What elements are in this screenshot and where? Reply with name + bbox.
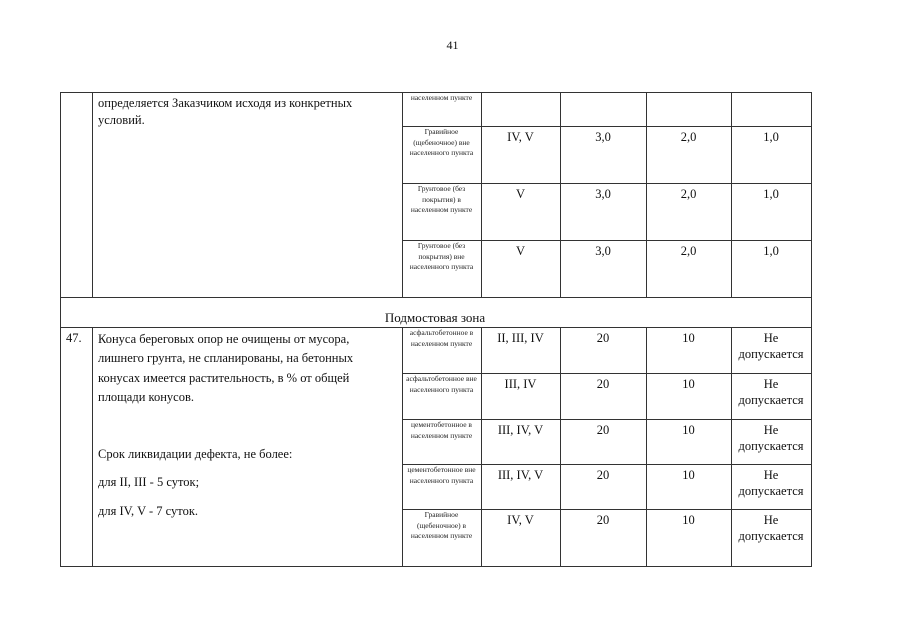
value-cell-2: 2,0 — [680, 187, 697, 201]
column-divider — [731, 327, 732, 566]
road-category-cell: II, III, IV — [497, 331, 544, 345]
road-type-cell: Грунтовое (без покрытия) вне населенного пункта — [409, 241, 474, 271]
column-divider — [481, 327, 482, 566]
road-type-cell: населенном пункте — [410, 93, 473, 102]
value-cell-2: 2,0 — [680, 244, 697, 258]
road-type-cell: цементобетонное в населенном пункте — [410, 420, 473, 440]
deadline-title: Срок ликвидации дефекта, не более: — [98, 447, 293, 461]
value-cell-3: Не допускается — [738, 423, 804, 454]
road-category-cell: III, IV, V — [497, 468, 544, 482]
value-cell-2: 10 — [682, 377, 695, 391]
item-description: Конуса береговых опор не очищены от мусора, лишнего грунта, не спланированы, на бетонных конусах имеется растительность, в % от общей площади конусов. — [98, 332, 354, 405]
value-cell-1: 20 — [596, 513, 610, 527]
value-cell-3: 1,0 — [763, 187, 779, 201]
column-divider — [731, 92, 732, 297]
value-cell-3: 1,0 — [763, 244, 779, 258]
column-divider — [92, 92, 93, 297]
road-type-cell: Гравийное (щебеночное) вне населенного пункта — [409, 127, 474, 157]
page-number: 41 — [446, 38, 459, 52]
road-category-cell: IV, V — [507, 513, 534, 527]
value-cell-3: Не допускается — [738, 331, 804, 362]
column-divider — [402, 327, 403, 566]
continuation-description: определяется Заказчиком исходя из конкретных условий. — [98, 96, 353, 127]
section-title: Подмостовая зона — [384, 310, 486, 325]
road-category-cell: IV, V — [507, 130, 534, 144]
value-cell-3: Не допускается — [738, 377, 804, 408]
road-type-cell: цементобетонное вне населенного пункта — [407, 465, 476, 485]
column-divider — [646, 327, 647, 566]
value-cell-3: Не допускается — [738, 468, 804, 499]
column-divider — [402, 92, 403, 297]
value-cell-2: 10 — [682, 513, 695, 527]
item-number: 47. — [66, 331, 82, 345]
value-cell-3: Не допускается — [738, 513, 804, 544]
value-cell-2: 10 — [682, 331, 695, 345]
column-divider — [92, 327, 93, 566]
column-divider — [560, 327, 561, 566]
road-category-cell: V — [515, 244, 526, 258]
road-type-cell: Грунтовое (без покрытия) в населенном пункте — [410, 184, 473, 214]
road-type-cell: асфальтобетонное вне населенного пункта — [406, 374, 477, 394]
road-category-cell: III, IV — [504, 377, 537, 391]
road-category-cell: V — [515, 187, 526, 201]
value-cell-1: 3,0 — [595, 244, 611, 258]
deadline-category-2-3: для II, III - 5 суток; — [98, 475, 200, 489]
value-cell-1: 20 — [596, 331, 610, 345]
road-category-cell: III, IV, V — [497, 423, 544, 437]
value-cell-3: 1,0 — [763, 130, 779, 144]
value-cell-1: 20 — [596, 423, 610, 437]
deadline-category-4-5: для IV, V - 7 суток. — [98, 504, 199, 518]
table-side-border — [60, 92, 61, 567]
value-cell-2: 2,0 — [680, 130, 697, 144]
section-top-border — [60, 297, 811, 298]
value-cell-1: 3,0 — [595, 130, 611, 144]
road-type-cell: асфальтобетонное в населенном пункте — [409, 328, 474, 348]
value-cell-2: 10 — [682, 423, 695, 437]
value-cell-1: 20 — [596, 468, 610, 482]
value-cell-1: 20 — [596, 377, 610, 391]
value-cell-2: 10 — [682, 468, 695, 482]
table-side-border — [811, 92, 812, 567]
table-bottom-border — [60, 566, 811, 567]
road-type-cell: Гравийное (щебеночное) в населенном пункте — [410, 510, 473, 540]
value-cell-1: 3,0 — [595, 187, 611, 201]
